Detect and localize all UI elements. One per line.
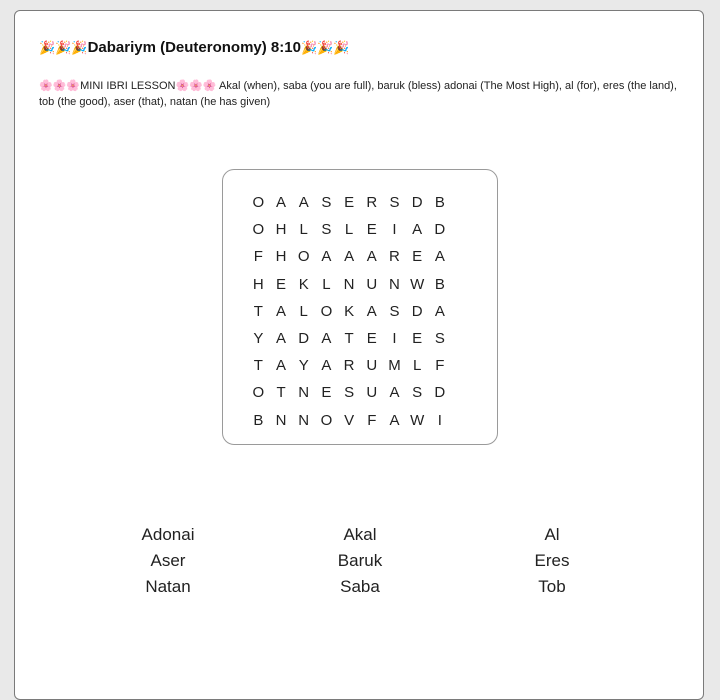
grid-letter: N — [298, 384, 310, 402]
grid-letter: B — [434, 275, 445, 293]
grid-letter: A — [321, 329, 332, 347]
search-word: Baruk — [337, 551, 383, 570]
grid-letter: S — [412, 384, 423, 402]
grid-letter: E — [366, 329, 377, 347]
search-word: Al — [544, 525, 560, 544]
party-popper-icons-right: 🎉🎉🎉 — [300, 40, 350, 55]
grid-letter: I — [392, 329, 397, 347]
search-word: Adonai — [141, 525, 195, 544]
grid-letter: D — [298, 329, 310, 347]
party-popper-icons-left: 🎉🎉🎉 — [39, 40, 88, 55]
grid-letter: R — [389, 248, 400, 266]
blossom-icons-right: 🌸🌸🌸 — [175, 80, 217, 92]
grid-letter: F — [367, 411, 377, 429]
grid-letter: W — [410, 275, 425, 293]
grid-letter: E — [412, 329, 423, 347]
grid-letter: O — [320, 302, 333, 320]
search-word: Akal — [343, 525, 377, 544]
grid-letter: A — [276, 329, 287, 347]
word-search-box — [222, 169, 498, 445]
grid-letter: A — [276, 302, 287, 320]
page-title — [39, 39, 350, 56]
word-list — [15, 525, 705, 603]
grid-letter: V — [344, 411, 355, 429]
mini-lesson — [39, 78, 687, 110]
grid-letter: I — [437, 411, 442, 429]
word-list-row — [15, 577, 705, 603]
grid-letter: A — [321, 248, 332, 266]
grid-letter: U — [366, 275, 378, 293]
grid-letter: B — [253, 411, 264, 429]
grid-letter: H — [275, 248, 287, 266]
grid-letter: A — [366, 248, 377, 266]
blossom-icons-left: 🌸🌸🌸 — [39, 80, 81, 92]
grid-letter: R — [366, 194, 378, 211]
grid-letter: S — [389, 194, 400, 211]
worksheet-page — [14, 10, 704, 700]
grid-letter: T — [344, 329, 354, 347]
grid-letter: S — [321, 221, 332, 239]
search-word: Aser — [150, 551, 186, 570]
lesson-label: MINI IBRI LESSON — [80, 80, 176, 92]
grid-letter: E — [366, 221, 377, 239]
grid-letter: O — [252, 221, 265, 239]
grid-letter: Y — [298, 357, 309, 375]
grid-letter: H — [252, 275, 264, 293]
grid-letter: A — [434, 248, 445, 266]
search-word: Eres — [534, 551, 570, 570]
grid-letter: S — [389, 302, 400, 320]
grid-letter: R — [343, 357, 355, 375]
grid-letter: E — [276, 275, 287, 293]
grid-letter: D — [434, 384, 446, 402]
grid-letter: N — [343, 275, 355, 293]
grid-letter: F — [253, 248, 263, 266]
grid-letter: O — [252, 384, 265, 402]
grid-letter: N — [275, 411, 287, 429]
grid-letter: O — [320, 411, 333, 429]
grid-letter: A — [412, 221, 423, 239]
grid-letter: N — [389, 275, 400, 293]
grid-letter: M — [388, 357, 401, 375]
grid-letter: U — [366, 384, 378, 402]
grid-letter: A — [434, 302, 445, 320]
grid-letter: K — [298, 275, 309, 293]
grid-letter: E — [321, 384, 332, 402]
grid-letter: T — [253, 302, 263, 320]
grid-letter: D — [411, 194, 423, 211]
grid-letter: L — [344, 221, 354, 239]
search-word: Saba — [340, 577, 380, 596]
grid-letter: B — [434, 194, 445, 211]
grid-letter: L — [412, 357, 422, 375]
grid-letter: O — [297, 248, 310, 266]
grid-letter: D — [411, 302, 423, 320]
grid-letter: I — [392, 221, 397, 239]
grid-letter: Y — [253, 329, 264, 347]
grid-letter: N — [298, 411, 310, 429]
grid-letter: A — [366, 302, 377, 320]
grid-letter: E — [344, 194, 355, 211]
grid-letter: L — [299, 221, 308, 239]
grid-letter: A — [389, 411, 400, 429]
grid-letter: T — [276, 384, 286, 402]
grid-letter: A — [321, 357, 332, 375]
lesson-text: Akal (when), saba (you are full), baruk (bless) adonai (The Most High), al (for), eres (the land), tob (the good), aser (that), natan (he has given) — [39, 80, 677, 108]
grid-letter: A — [276, 357, 287, 375]
grid-letter: S — [434, 329, 445, 347]
grid-letter: K — [344, 302, 355, 320]
word-list-row — [15, 525, 705, 551]
grid-letter: U — [366, 357, 378, 375]
grid-letter: E — [412, 248, 423, 266]
grid-letter: L — [299, 302, 308, 320]
grid-letter: F — [435, 357, 445, 375]
grid-letter: A — [389, 384, 400, 402]
grid-letter: A — [276, 194, 287, 211]
title-text: Dabariym (Deuteronomy) 8:10 — [87, 39, 301, 56]
grid-letter: S — [321, 194, 332, 211]
grid-letter: D — [434, 221, 446, 239]
grid-letter: W — [410, 411, 425, 429]
word-search-grid — [247, 192, 451, 437]
grid-letter: H — [275, 221, 287, 239]
grid-letter: O — [252, 194, 265, 211]
word-list-row — [15, 551, 705, 577]
grid-letter: S — [344, 384, 355, 402]
search-word: Natan — [145, 577, 191, 596]
grid-letter: A — [298, 194, 309, 211]
grid-letter: L — [322, 275, 331, 293]
search-word: Tob — [538, 577, 566, 596]
grid-letter: A — [344, 248, 355, 266]
grid-letter: T — [253, 357, 263, 375]
